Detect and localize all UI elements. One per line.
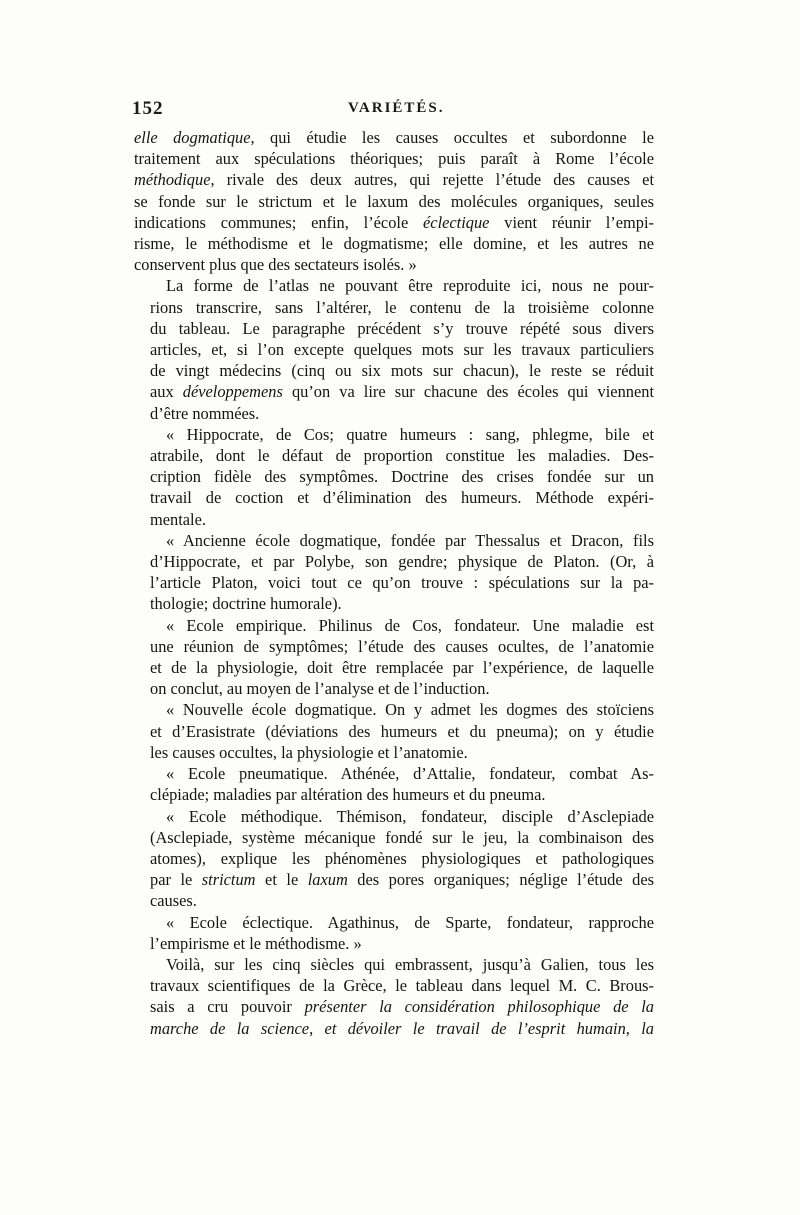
text-line <box>134 254 654 275</box>
text-line <box>134 487 654 508</box>
text-line <box>134 806 654 827</box>
page-number: 152 <box>132 98 164 119</box>
text-line <box>134 593 654 614</box>
italic-text: strictum <box>201 870 256 890</box>
text-line <box>134 657 654 678</box>
text-line <box>134 233 654 254</box>
text-run: causes. <box>150 891 197 911</box>
text-line <box>134 212 654 233</box>
paragraph <box>134 424 654 530</box>
text-line <box>134 827 654 848</box>
text-run: par le <box>150 870 202 890</box>
text-line <box>134 297 654 318</box>
paragraph <box>134 127 654 275</box>
text-run: (Asclepiade, système mécanique fondé sur le jeu, la combinaison des <box>150 827 654 847</box>
text-line <box>134 169 654 190</box>
text-line <box>134 191 654 212</box>
text-line <box>134 975 654 996</box>
text-run: indications communes; enfin, l’école <box>134 212 424 232</box>
text-line <box>134 912 654 933</box>
text-run: du tableau. Le paragraphe précédent s’y trouve répété sous divers <box>150 318 654 338</box>
text-line <box>134 954 654 975</box>
text-line <box>134 721 654 742</box>
text-run: aux <box>150 382 183 402</box>
text-run: et de la physiologie, doit être remplacée par l’expérience, de laquelle <box>150 658 654 678</box>
text-run: mentale. <box>150 509 206 529</box>
text-run: « Ecole pneumatique. Athénée, d’Attalie, fondateur, combat As- <box>166 764 654 784</box>
running-head: VARIÉTÉS. <box>348 100 445 116</box>
text-run: vient réunir l’empi- <box>489 212 654 232</box>
text-run: articles, et, si l’on excepte quelques mots sur les travaux particuliers <box>150 340 654 360</box>
text-run: Voilà, sur les cinq siècles qui embrassent, jusqu’à Galien, tous les <box>166 954 654 974</box>
italic-text: elle dogmatique <box>134 128 251 147</box>
paragraph <box>134 912 654 954</box>
italic-text: méthodique <box>134 170 211 190</box>
paragraph <box>134 530 654 615</box>
text-run: travail de coction et d’élimination des humeurs. Méthode expéri- <box>150 488 654 508</box>
italic-text: éclectique <box>423 212 490 232</box>
text-line <box>134 572 654 593</box>
text-line <box>134 636 654 657</box>
text-line <box>134 1018 654 1039</box>
text-line <box>134 466 654 487</box>
text-run: atomes), explique les phénomènes physiologiques et pathologiques <box>150 848 654 868</box>
text-run: d’Hippocrate, et par Polybe, son gendre; physique de Platon. (Or, à <box>150 552 654 572</box>
text-run: l’empirisme et le méthodisme. » <box>150 933 362 953</box>
text-run: cription fidèle des symptômes. Doctrine des crises fondée sur un <box>150 467 654 487</box>
text-run: se fonde sur le strictum et le laxum des molécules organiques, seules <box>134 191 654 211</box>
italic-text: présenter la considération philosophique de la <box>304 997 654 1017</box>
text-line <box>134 869 654 890</box>
text-run: d’être nommées. <box>150 403 260 423</box>
paragraph <box>134 699 654 763</box>
text-line <box>134 933 654 954</box>
text-line <box>134 318 654 339</box>
text-line <box>134 678 654 699</box>
text-run: « Hippocrate, de Cos; quatre humeurs : sang, phlegme, bile et <box>166 424 654 444</box>
text-run: travaux scientifiques de la Grèce, le tableau dans lequel M. C. Brous- <box>150 976 654 996</box>
text-line <box>134 699 654 720</box>
text-line <box>134 530 654 551</box>
text-line <box>134 763 654 784</box>
text-line <box>134 445 654 466</box>
text-run: traitement aux spéculations théoriques; puis paraît à Rome l’école <box>134 149 654 169</box>
text-run: et d’Erasistrate (déviations des humeurs et du pneuma); on y étudie <box>150 721 654 741</box>
text-line <box>134 848 654 869</box>
italic-text: laxum <box>307 870 348 890</box>
text-run: l’article Platon, voici tout ce qu’on trouve : spéculations sur la pa- <box>150 573 654 593</box>
text-run: on conclut, au moyen de l’analyse et de l’induction. <box>150 679 490 699</box>
text-run: « Ecole méthodique. Thémison, fondateur, disciple d’Asclepiade <box>166 806 654 826</box>
text-line <box>134 996 654 1017</box>
text-line <box>134 890 654 911</box>
paragraph <box>134 806 654 912</box>
text-line <box>134 381 654 402</box>
italic-text: développemens <box>182 382 283 402</box>
text-run: « Ecole empirique. Philinus de Cos, fondateur. Une maladie est <box>166 615 654 635</box>
text-line <box>134 551 654 572</box>
text-run: , qui étudie les causes occultes et subordonne le <box>250 128 654 147</box>
text-run: une réunion de symptômes; l’étude des causes ocultes, de l’anatomie <box>150 636 654 656</box>
paragraph <box>134 615 654 700</box>
text-run: clépiade; maladies par altération des humeurs et du pneuma. <box>150 785 546 805</box>
text-run: « Ancienne école dogmatique, fondée par Thessalus et Dracon, fils <box>166 530 654 550</box>
text-run: qu’on va lire sur chacune des écoles qui viennent <box>282 382 654 402</box>
text-run: thologie; doctrine humorale). <box>150 594 342 614</box>
text-run: conservent plus que des sectateurs isolés. » <box>134 255 417 275</box>
paragraph <box>134 954 654 1039</box>
text-run: les causes occultes, la physiologie et l’anatomie. <box>150 742 468 762</box>
text-line <box>134 360 654 381</box>
text-line <box>134 424 654 445</box>
paragraph <box>134 275 654 423</box>
text-line <box>134 403 654 424</box>
text-line <box>134 339 654 360</box>
text-run: risme, le méthodisme et le dogmatisme; elle domine, et les autres ne <box>134 234 654 254</box>
text-run: rions transcrire, sans l’altérer, le contenu de la troisième colonne <box>150 297 654 317</box>
text-line <box>134 742 654 763</box>
text-line <box>134 148 654 169</box>
text-line <box>134 784 654 805</box>
text-run: atrabile, dont le défaut de proportion constitue les maladies. Des- <box>150 446 654 466</box>
text-run: « Nouvelle école dogmatique. On y admet les dogmes des stoïciens <box>166 700 654 720</box>
text-run: de vingt médecins (cinq ou six mots sur chacun), le reste se réduit <box>150 361 654 381</box>
text-run: La forme de l’atlas ne pouvant être reproduite ici, nous ne pour- <box>166 276 654 296</box>
text-run: , rivale des deux autres, qui rejette l’étude des causes et <box>210 170 654 190</box>
text-line <box>134 275 654 296</box>
text-line <box>134 615 654 636</box>
text-run: des pores organiques; néglige l’étude des <box>347 870 654 890</box>
body-text <box>134 127 654 1039</box>
text-run: et le <box>255 870 308 890</box>
text-run: sais a cru pouvoir <box>150 997 305 1017</box>
text-run: « Ecole éclectique. Agathinus, de Sparte, fondateur, rapproche <box>166 912 654 932</box>
text-line <box>134 509 654 530</box>
page-header <box>132 98 672 122</box>
paragraph <box>134 763 654 805</box>
italic-text: marche de la science, et dévoiler le travail de l’esprit humain, la <box>150 1018 654 1038</box>
text-line <box>134 127 654 148</box>
